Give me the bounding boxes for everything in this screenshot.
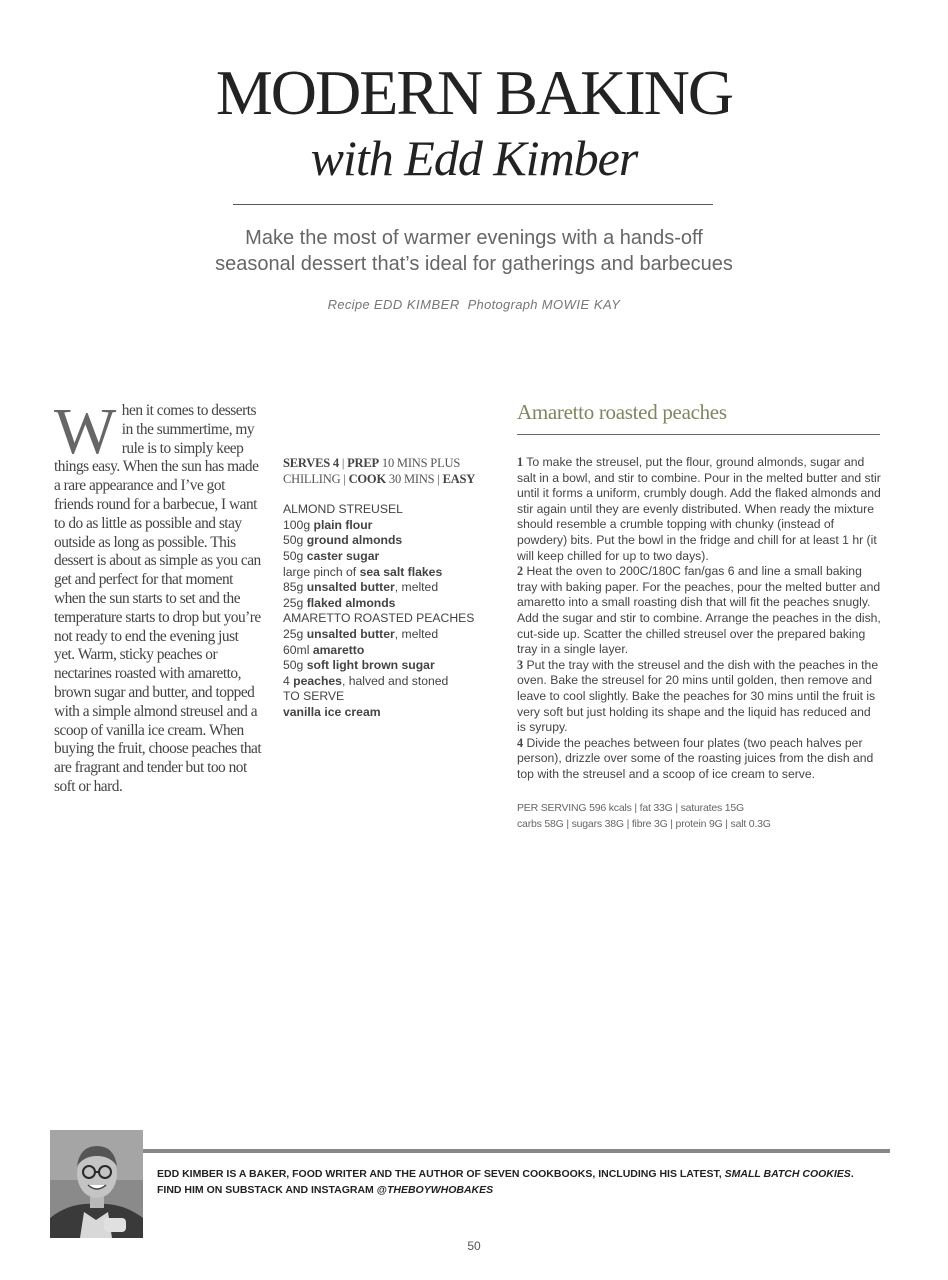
ingredient-text: flaked almonds	[306, 595, 396, 610]
recipe-meta: SERVES 4 | PREP 10 MINS PLUS CHILLING | COOK 30 MINS | EASY	[283, 456, 476, 486]
ingredient-text: AMARETTO ROASTED PEACHES	[283, 611, 475, 626]
author-bio	[157, 1166, 877, 1198]
recipe-label: Recipe	[327, 297, 370, 312]
standfirst-line: seasonal dessert that’s ideal for gatherings and barbecues	[215, 253, 733, 275]
method-step	[517, 736, 881, 783]
bio-line-1	[157, 1166, 877, 1182]
magazine-title: MODERN BAKING	[215, 57, 733, 128]
ingredient-text: plain flour	[313, 517, 373, 532]
method-steps	[517, 455, 881, 782]
ingredient-text: 50g	[283, 533, 307, 548]
ingredient-text: ground almonds	[306, 533, 403, 548]
standfirst-line: Make the most of warmer evenings with a hands-off	[245, 227, 703, 249]
method-step	[517, 455, 881, 564]
ingredients-column	[283, 456, 493, 721]
cook-value: 30 MINS	[388, 471, 435, 486]
ingredient-text: TO SERVE	[283, 689, 345, 704]
ingredient-text: peaches	[293, 673, 342, 688]
prep-label: PREP	[347, 456, 379, 470]
ingredient-text: 60ml	[283, 642, 313, 657]
ingredient-text: sea salt flakes	[359, 564, 443, 579]
ingredient-row	[283, 658, 493, 674]
step-number: 3	[517, 657, 524, 672]
ingredient-text: 4	[283, 673, 294, 688]
serves: SERVES 4	[283, 456, 339, 470]
ingredient-row	[283, 627, 493, 643]
ingredient-text: , melted	[394, 626, 439, 641]
step-text: Heat the oven to 200C/180C fan/gas 6 and line a small baking tray with baking paper. For the peaches, pour the melted butter and amaretto into a small roasting dish that will fit the peaches snugly. Add the sugar and stir to combine. Arrange the peaches in the dish, cut-side up. Scatter the chilled streusel over the prepared baking tray in a single layer.	[517, 564, 881, 657]
ingredient-text: vanilla ice cream	[283, 704, 381, 719]
drop-cap: W	[54, 395, 116, 468]
nutrition-info	[517, 801, 881, 832]
ingredient-text: unsalted butter	[306, 580, 395, 595]
method-step	[517, 564, 881, 658]
ingredient-text: amaretto	[312, 642, 365, 657]
header-divider	[233, 204, 713, 205]
step-text: Put the tray with the streusel and the dish with the peaches in the oven. Bake the streusel for 20 mins until golden, then remove and leave to cool slightly. Bake the peaches for 30 mins until the fruit is very soft but just holding its shape and the liquid has reduced and is syrupy.	[517, 657, 879, 735]
ingredient-text: 100g	[283, 517, 314, 532]
ingredient-row	[283, 674, 493, 690]
author-photo	[50, 1130, 143, 1238]
step-text: Divide the peaches between four plates (two peach halves per person), drizzle over some of the roasting juices from the dish and top with the streusel and a scoop of ice cream to serve.	[517, 735, 874, 781]
ingredient-text: caster sugar	[306, 548, 380, 563]
step-text: To make the streusel, put the flour, ground almonds, sugar and salt in a bowl, and stir to combine. Pour in the melted butter and stir until it forms a uniform, crumbly dough. Add the flaked almonds and stir again until they are evenly distributed. When ready the mixture should resemble a crumble topping with chunky (instead of powdery) bits. Put the bowl in the fridge and chill for at least 1 hr (it will keep chilled for up to two days).	[517, 455, 881, 563]
ingredient-row	[283, 689, 493, 705]
intro-text: hen it comes to desserts in the summertime, my rule is to simply keep things easy. When the sun has made a rare appearance and I’ve got friends round for a barbecue, I want to do as little as possible and stay outside as long as possible. This dessert is about as simple as you can get and perfect for that moment when the sun starts to set and the temperature starts to drop but you’re not ready to end the evening just yet. Warm, sticky peaches or nectarines roasted with amaretto, brown sugar and butter, and topped with a simple almond streusel and a scoop of vanilla ice cream. When buying the fruit, choose peaches that are fragrant and tender but too not soft or hard.	[54, 402, 262, 795]
bio-text: .	[850, 1168, 854, 1180]
recipe-author: EDD KIMBER	[373, 297, 460, 312]
ingredient-text: 50g	[283, 548, 307, 563]
ingredient-row	[283, 565, 493, 581]
ingredient-text: 85g	[283, 580, 307, 595]
bio-divider	[143, 1149, 890, 1153]
step-number: 2	[517, 564, 524, 579]
ingredient-row	[283, 705, 493, 721]
page-number: 50	[467, 1239, 481, 1253]
ingredient-list	[283, 502, 493, 720]
ingredient-row	[283, 549, 493, 565]
recipe-title-divider	[517, 434, 880, 435]
ingredient-text: unsalted butter	[306, 626, 395, 641]
photo-label: Photograph	[467, 297, 538, 312]
ingredient-row	[283, 518, 493, 534]
ingredient-text: 50g	[283, 658, 307, 673]
magazine-subtitle: with Edd Kimber	[310, 130, 638, 186]
step-number: 1	[517, 455, 524, 469]
ingredient-text: large pinch of	[283, 564, 360, 579]
ingredient-row	[283, 611, 493, 627]
intro-paragraph	[54, 395, 262, 797]
ingredient-row	[283, 643, 493, 659]
bio-text: EDD KIMBER IS A BAKER, FOOD WRITER AND THE AUTHOR OF SEVEN COOKBOOKS, INCLUDING HIS LATEST,	[157, 1168, 722, 1180]
recipe-title: Amaretto roasted peaches	[517, 400, 727, 424]
ingredient-row	[283, 580, 493, 596]
prep-value: 10 MINS PLUS CHILLING	[283, 456, 461, 486]
book-title: SMALL BATCH COOKIES	[724, 1168, 851, 1180]
ingredient-row	[283, 533, 493, 549]
method-step	[517, 658, 881, 736]
byline	[0, 297, 948, 312]
bio-line-2	[157, 1182, 877, 1198]
ingredient-text: , melted	[394, 580, 439, 595]
ingredient-row	[283, 502, 493, 518]
cook-label: COOK	[348, 471, 386, 486]
bio-text: FIND HIM ON SUBSTACK AND INSTAGRAM @	[157, 1184, 387, 1196]
ingredient-text: ALMOND STREUSEL	[283, 502, 403, 517]
difficulty: EASY	[442, 471, 476, 486]
ingredient-text: 25g	[283, 626, 307, 641]
ingredient-row	[283, 596, 493, 612]
ingredient-text: , halved and stoned	[341, 673, 449, 688]
photo-author: MOWIE KAY	[541, 297, 621, 312]
nutrition-line: carbs 58G | sugars 38G | fibre 3G | protein 9G | salt 0.3G	[517, 817, 771, 830]
standfirst	[150, 225, 798, 277]
instagram-handle: THEBOYWHOBAKES	[386, 1184, 494, 1196]
author-portrait-image	[50, 1130, 143, 1238]
ingredient-text: soft light brown sugar	[306, 658, 435, 673]
step-number: 4	[517, 735, 524, 750]
ingredient-text: 25g	[283, 595, 307, 610]
nutrition-line: PER SERVING 596 kcals | fat 33G | saturates 15G	[517, 802, 744, 814]
